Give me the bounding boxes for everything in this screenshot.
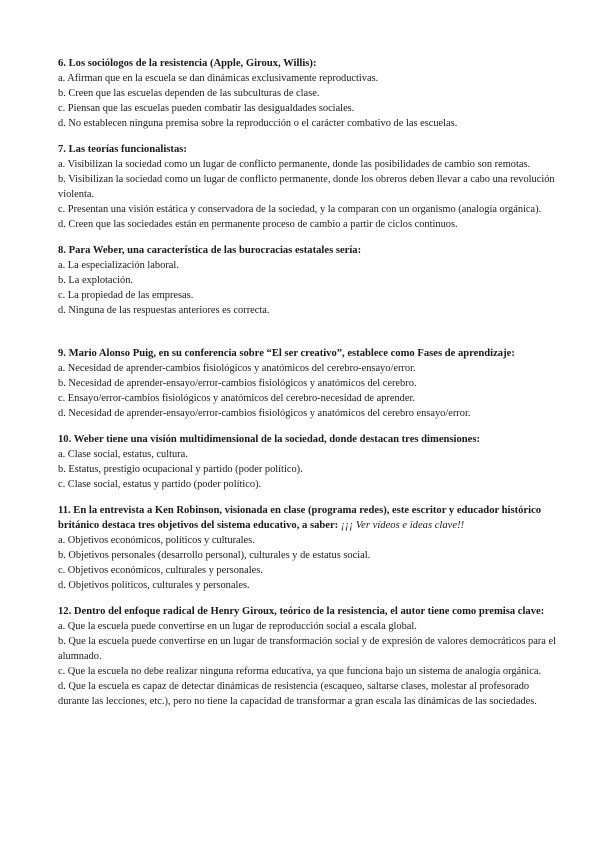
option-a: a. La especialización laboral. — [58, 260, 179, 271]
question-title: 12. Dentro del enfoque radical de Henry Giroux, teórico de la resistencia, el autor tiene como premisa clave: — [58, 606, 545, 617]
option-b: b. Necesidad de aprender-ensayo/error-cambios fisiológicos y anatómicos del cerebro. — [58, 378, 417, 389]
option-d: d. No establecen ninguna premisa sobre la reproducción o el carácter combativo de las escuelas. — [58, 118, 458, 129]
option-a: a. Clase social, estatus, cultura. — [58, 449, 188, 460]
option-a: a. Objetivos económicos, políticos y culturales. — [58, 535, 255, 546]
question-note: ¡¡¡ Ver vídeos e ideas clave!! — [338, 520, 465, 531]
option-c: c. Clase social, estatus y partido (poder político). — [58, 479, 262, 490]
question-title: 7. Las teorías funcionalistas: — [58, 144, 187, 155]
option-c: c. La propiedad de las empresas. — [58, 290, 194, 301]
option-a: a. Visibilizan la sociedad como un lugar de conflicto permanente, donde las posibilidades de cambio son remotas. — [58, 159, 531, 170]
question-title: 8. Para Weber, una característica de las burocracias estatales sería: — [58, 245, 362, 256]
option-c: c. Ensayo/error-cambios fisiológicos y anatómicos del cerebro-necesidad de aprender. — [58, 393, 415, 404]
question-title: 10. Weber tiene una visión multidimensional de la sociedad, donde destacan tres dimensiones: — [58, 434, 481, 445]
option-b: b. Que la escuela puede convertirse en un lugar de transformación social y de expresión de valores democráticos para el alumnado. — [58, 636, 556, 662]
option-a: a. Necesidad de aprender-cambios fisiológicos y anatómicos del cerebro-ensayo/error. — [58, 363, 416, 374]
option-d: d. Creen que las sociedades están en permanente proceso de cambio a partir de ciclos continuos. — [58, 219, 458, 230]
option-d: d. Que la escuela es capaz de detectar dinámicas de resistencia (escaqueo, saltarse clases, molestar al profesorado durante las lecciones, etc.), pero no tiene la capacidad de transformar a gran escala las dinámicas de las sociedades. — [58, 681, 537, 707]
option-b: b. Estatus, prestigio ocupacional y partido (poder político). — [58, 464, 303, 475]
question-8 — [58, 243, 560, 318]
question-12 — [58, 604, 560, 709]
option-c: c. Que la escuela no debe realizar ninguna reforma educativa, ya que funciona bajo un sistema de analogía orgánica. — [58, 666, 542, 677]
option-d: d. Ninguna de las respuestas anteriores es correcta. — [58, 305, 270, 316]
option-a: a. Que la escuela puede convertirse en un lugar de reproducción social a escala global. — [58, 621, 417, 632]
option-c: c. Objetivos económicos, culturales y personales. — [58, 565, 263, 576]
option-b: b. Creen que las escuelas dependen de las subculturas de clase. — [58, 88, 320, 99]
question-10 — [58, 432, 560, 492]
question-title: 9. Mario Alonso Puig, en su conferencia sobre “El ser creativo”, establece como Fases de aprendizaje: — [58, 348, 515, 359]
option-c: c. Piensan que las escuelas pueden combatir las desigualdades sociales. — [58, 103, 355, 114]
question-title: 6. Los sociólogos de la resistencia (Apple, Giroux, Willis): — [58, 58, 317, 69]
question-9 — [58, 346, 560, 421]
question-title-text: 11. En la entrevista a Ken Robinson, visionada en clase (programa redes), este escritor y educador histórico británico destaca tres objetivos del sistema educativo, a saber: — [58, 505, 542, 531]
option-d: d. Necesidad de aprender-ensayo/error-cambios fisiológicos y anatómicos del cerebro ensayo/error. — [58, 408, 471, 419]
option-b: b. Objetivos personales (desarrollo personal), culturales y de estatus social. — [58, 550, 371, 561]
option-d: d. Objetivos políticos, culturales y personales. — [58, 580, 250, 591]
option-c: c. Presentan una visión estática y conservadora de la sociedad, y la comparan con un organismo (analogía orgánica). — [58, 204, 542, 215]
option-b: b. Visibilizan la sociedad como un lugar de conflicto permanente, donde los obreros deben llevar a cabo una revolución violenta. — [58, 174, 555, 200]
question-11 — [58, 503, 560, 593]
option-a: a. Afirman que en la escuela se dan dinámicas exclusivamente reproductivas. — [58, 73, 379, 84]
question-title — [58, 503, 560, 533]
option-b: b. La explotación. — [58, 275, 134, 286]
question-7 — [58, 142, 560, 232]
question-6 — [58, 56, 560, 131]
